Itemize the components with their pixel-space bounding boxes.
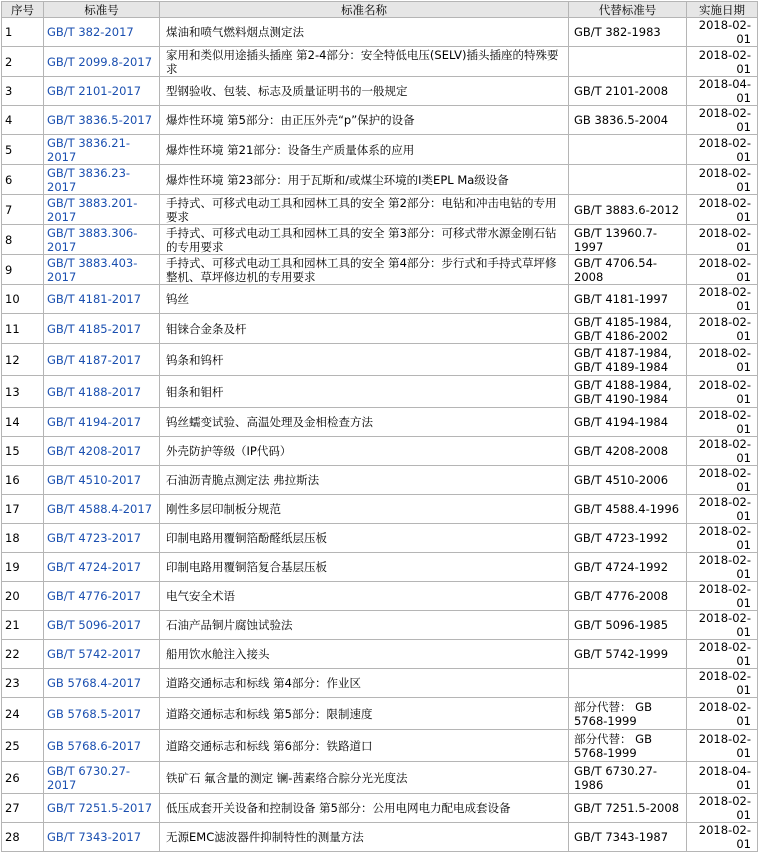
standard-code-cell bbox=[44, 18, 160, 47]
replaced-standard bbox=[569, 669, 687, 698]
replaced-standard: GB/T 4208-2008 bbox=[569, 437, 687, 466]
effective-date: 2018-02-01 bbox=[687, 495, 758, 524]
row-num: 5 bbox=[2, 135, 44, 165]
effective-date: 2018-02-01 bbox=[687, 344, 758, 376]
table-row bbox=[2, 106, 758, 135]
effective-date: 2018-02-01 bbox=[687, 47, 758, 77]
replaced-standard: GB/T 4185-1984, GB/T 4186-2002 bbox=[569, 314, 687, 344]
standard-code-link[interactable]: GB/T 4588.4-2017 bbox=[47, 502, 153, 516]
effective-date: 2018-02-01 bbox=[687, 437, 758, 466]
effective-date: 2018-02-01 bbox=[687, 698, 758, 730]
standard-code-cell bbox=[44, 698, 160, 730]
standard-code-cell bbox=[44, 47, 160, 77]
standard-name: 道路交通标志和标线 第4部分：作业区 bbox=[160, 669, 569, 698]
table-row bbox=[2, 823, 758, 852]
standard-code-cell bbox=[44, 437, 160, 466]
row-num: 26 bbox=[2, 762, 44, 794]
replaced-standard: GB/T 3883.6-2012 bbox=[569, 195, 687, 225]
standard-name: 钼条和钼杆 bbox=[160, 376, 569, 408]
row-num: 10 bbox=[2, 285, 44, 314]
row-num: 17 bbox=[2, 495, 44, 524]
replaced-standard: GB/T 7251.5-2008 bbox=[569, 794, 687, 823]
standard-name: 手持式、可移式电动工具和园林工具的安全 第2部分：电钻和冲击电钻的专用要求 bbox=[160, 195, 569, 225]
standard-code-link[interactable]: GB/T 3883.306-2017 bbox=[47, 225, 138, 254]
header-date: 实施日期 bbox=[687, 2, 758, 18]
effective-date: 2018-02-01 bbox=[687, 314, 758, 344]
effective-date: 2018-02-01 bbox=[687, 135, 758, 165]
standard-code-link[interactable]: GB 5768.6-2017 bbox=[47, 738, 142, 753]
standard-code-link[interactable]: GB 5768.5-2017 bbox=[47, 706, 142, 721]
standard-name: 道路交通标志和标线 第6部分：铁路道口 bbox=[160, 730, 569, 762]
standard-name: 石油产品铜片腐蚀试验法 bbox=[160, 611, 569, 640]
standard-code-link[interactable]: GB/T 3836.23-2017 bbox=[47, 165, 131, 194]
standard-code-link[interactable]: GB/T 3883.403-2017 bbox=[47, 255, 138, 284]
row-num: 13 bbox=[2, 376, 44, 408]
table-row bbox=[2, 255, 758, 285]
standard-name: 刚性多层印制板分规范 bbox=[160, 495, 569, 524]
effective-date: 2018-02-01 bbox=[687, 285, 758, 314]
standard-name: 印制电路用覆铜箔复合基层压板 bbox=[160, 553, 569, 582]
row-num: 27 bbox=[2, 794, 44, 823]
replaced-standard: GB/T 4706.54-2008 bbox=[569, 255, 687, 285]
header-replaced: 代替标准号 bbox=[569, 2, 687, 18]
standard-code-cell bbox=[44, 376, 160, 408]
row-num: 15 bbox=[2, 437, 44, 466]
table-row bbox=[2, 18, 758, 47]
replaced-standard: GB/T 4723-1992 bbox=[569, 524, 687, 553]
table-row bbox=[2, 376, 758, 408]
standard-code-link[interactable]: GB/T 7343-2017 bbox=[47, 830, 142, 844]
table-row bbox=[2, 165, 758, 195]
standard-code-link[interactable]: GB/T 4185-2017 bbox=[47, 321, 142, 336]
table-row bbox=[2, 408, 758, 437]
replaced-standard: GB/T 7343-1987 bbox=[569, 823, 687, 852]
header-code: 标准号 bbox=[44, 2, 160, 18]
effective-date: 2018-02-01 bbox=[687, 669, 758, 698]
standard-name: 钨条和钨杆 bbox=[160, 344, 569, 376]
standard-code-cell bbox=[44, 730, 160, 762]
standard-name: 爆炸性环境 第23部分：用于瓦斯和/或煤尘环境的I类EPL Ma级设备 bbox=[160, 165, 569, 195]
replaced-standard: 部分代替： GB 5768-1999 bbox=[569, 698, 687, 730]
row-num: 1 bbox=[2, 18, 44, 47]
table-row bbox=[2, 730, 758, 762]
standard-name: 钼铼合金条及杆 bbox=[160, 314, 569, 344]
effective-date: 2018-02-01 bbox=[687, 18, 758, 47]
row-num: 8 bbox=[2, 225, 44, 255]
standard-name: 无源EMC滤波器件抑制特性的测量方法 bbox=[160, 823, 569, 852]
standard-name: 外壳防护等级（IP代码） bbox=[160, 437, 569, 466]
table-row bbox=[2, 225, 758, 255]
effective-date: 2018-02-01 bbox=[687, 553, 758, 582]
standard-code-cell bbox=[44, 408, 160, 437]
replaced-standard: GB/T 5096-1985 bbox=[569, 611, 687, 640]
standard-code-cell bbox=[44, 135, 160, 165]
standards-table bbox=[1, 1, 758, 852]
row-num: 9 bbox=[2, 255, 44, 285]
replaced-standard: GB/T 5742-1999 bbox=[569, 640, 687, 669]
standard-code-cell bbox=[44, 553, 160, 582]
row-num: 14 bbox=[2, 408, 44, 437]
standard-code-cell bbox=[44, 195, 160, 225]
table-row bbox=[2, 314, 758, 344]
standard-name: 石油沥青脆点测定法 弗拉斯法 bbox=[160, 466, 569, 495]
replaced-standard: GB/T 4776-2008 bbox=[569, 582, 687, 611]
replaced-standard: GB/T 6730.27-1986 bbox=[569, 762, 687, 794]
replaced-standard: GB/T 13960.7-1997 bbox=[569, 225, 687, 255]
replaced-standard: 部分代替： GB 5768-1999 bbox=[569, 730, 687, 762]
row-num: 16 bbox=[2, 466, 44, 495]
table-row bbox=[2, 195, 758, 225]
standard-code-link[interactable]: GB/T 4208-2017 bbox=[47, 444, 142, 458]
standard-code-cell bbox=[44, 466, 160, 495]
standard-code-link[interactable]: GB/T 4187-2017 bbox=[47, 352, 142, 367]
effective-date: 2018-02-01 bbox=[687, 730, 758, 762]
replaced-standard: GB/T 2101-2008 bbox=[569, 77, 687, 106]
replaced-standard: GB/T 4194-1984 bbox=[569, 408, 687, 437]
standard-code-link[interactable]: GB/T 6730.27-2017 bbox=[47, 763, 131, 792]
header-name: 标准名称 bbox=[160, 2, 569, 18]
effective-date: 2018-02-01 bbox=[687, 376, 758, 408]
replaced-standard bbox=[569, 165, 687, 195]
row-num: 19 bbox=[2, 553, 44, 582]
standard-name: 钨丝 bbox=[160, 285, 569, 314]
standard-name: 型钢验收、包装、标志及质量证明书的一般规定 bbox=[160, 77, 569, 106]
table-row bbox=[2, 582, 758, 611]
standard-code-link[interactable]: GB 5768.4-2017 bbox=[47, 676, 142, 690]
standard-code-cell bbox=[44, 225, 160, 255]
effective-date: 2018-02-01 bbox=[687, 165, 758, 195]
replaced-standard: GB/T 4187-1984, GB/T 4189-1984 bbox=[569, 344, 687, 376]
replaced-standard: GB/T 4181-1997 bbox=[569, 285, 687, 314]
effective-date: 2018-02-01 bbox=[687, 823, 758, 852]
table-row bbox=[2, 495, 758, 524]
table-row bbox=[2, 553, 758, 582]
standard-code-cell bbox=[44, 640, 160, 669]
standard-name: 手持式、可移式电动工具和园林工具的安全 第3部分：可移式带水源金刚石钻的专用要求 bbox=[160, 225, 569, 255]
table-row bbox=[2, 344, 758, 376]
row-num: 23 bbox=[2, 669, 44, 698]
effective-date: 2018-02-01 bbox=[687, 524, 758, 553]
replaced-standard: GB 3836.5-2004 bbox=[569, 106, 687, 135]
table-row bbox=[2, 640, 758, 669]
row-num: 11 bbox=[2, 314, 44, 344]
standard-code-link[interactable]: GB/T 4194-2017 bbox=[47, 415, 142, 429]
effective-date: 2018-02-01 bbox=[687, 195, 758, 225]
standard-code-link[interactable]: GB/T 3883.201-2017 bbox=[47, 195, 138, 224]
standard-code-link[interactable]: GB/T 4724-2017 bbox=[47, 560, 142, 574]
standard-code-cell bbox=[44, 762, 160, 794]
standard-code-link[interactable]: GB/T 382-2017 bbox=[47, 25, 134, 39]
table-row bbox=[2, 524, 758, 553]
standard-code-link[interactable]: GB/T 4776-2017 bbox=[47, 589, 142, 603]
row-num: 6 bbox=[2, 165, 44, 195]
header-row bbox=[2, 2, 758, 18]
standard-name: 手持式、可移式电动工具和园林工具的安全 第4部分：步行式和手持式草坪修整机、草坪修边机的专用要求 bbox=[160, 255, 569, 285]
table-row bbox=[2, 762, 758, 794]
standard-name: 电气安全术语 bbox=[160, 582, 569, 611]
row-num: 22 bbox=[2, 640, 44, 669]
standard-name: 铁矿石 氟含量的测定 镧-茜素络合腙分光光度法 bbox=[160, 762, 569, 794]
standard-code-cell bbox=[44, 255, 160, 285]
row-num: 20 bbox=[2, 582, 44, 611]
standard-code-link[interactable]: GB/T 4510-2017 bbox=[47, 473, 142, 487]
standard-code-link[interactable]: GB/T 7251.5-2017 bbox=[47, 801, 153, 815]
standard-code-cell bbox=[44, 314, 160, 344]
effective-date: 2018-02-01 bbox=[687, 106, 758, 135]
standard-name: 家用和类似用途插头插座 第2-4部分：安全特低电压(SELV)插头插座的特殊要求 bbox=[160, 47, 569, 77]
standard-code-cell bbox=[44, 794, 160, 823]
standard-code-link[interactable]: GB/T 4181-2017 bbox=[47, 292, 142, 306]
effective-date: 2018-04-01 bbox=[687, 762, 758, 794]
effective-date: 2018-02-01 bbox=[687, 611, 758, 640]
replaced-standard: GB/T 4510-2006 bbox=[569, 466, 687, 495]
standard-name: 爆炸性环境 第5部分：由正压外壳“p”保护的设备 bbox=[160, 106, 569, 135]
replaced-standard bbox=[569, 47, 687, 77]
standard-code-link[interactable]: GB/T 4188-2017 bbox=[47, 384, 142, 399]
row-num: 4 bbox=[2, 106, 44, 135]
row-num: 7 bbox=[2, 195, 44, 225]
table-row bbox=[2, 77, 758, 106]
table-row bbox=[2, 698, 758, 730]
effective-date: 2018-02-01 bbox=[687, 225, 758, 255]
table-body bbox=[2, 18, 758, 852]
standard-code-cell bbox=[44, 524, 160, 553]
replaced-standard: GB/T 4724-1992 bbox=[569, 553, 687, 582]
standard-code-link[interactable]: GB/T 3836.21-2017 bbox=[47, 135, 131, 164]
standard-code-cell bbox=[44, 582, 160, 611]
effective-date: 2018-02-01 bbox=[687, 640, 758, 669]
standard-name: 低压成套开关设备和控制设备 第5部分：公用电网电力配电成套设备 bbox=[160, 794, 569, 823]
standard-code-link[interactable]: GB/T 5742-2017 bbox=[47, 647, 142, 661]
standard-code-cell bbox=[44, 165, 160, 195]
standard-code-cell bbox=[44, 669, 160, 698]
row-num: 24 bbox=[2, 698, 44, 730]
standard-code-link[interactable]: GB/T 2101-2017 bbox=[47, 84, 142, 98]
effective-date: 2018-02-01 bbox=[687, 794, 758, 823]
standard-name: 船用饮水舱注入接头 bbox=[160, 640, 569, 669]
standard-code-cell bbox=[44, 77, 160, 106]
standard-name: 钨丝蠕变试验、高温处理及金相检查方法 bbox=[160, 408, 569, 437]
effective-date: 2018-02-01 bbox=[687, 466, 758, 495]
replaced-standard: GB/T 4188-1984, GB/T 4190-1984 bbox=[569, 376, 687, 408]
row-num: 21 bbox=[2, 611, 44, 640]
row-num: 28 bbox=[2, 823, 44, 852]
standard-code-link[interactable]: GB/T 5096-2017 bbox=[47, 618, 142, 632]
row-num: 25 bbox=[2, 730, 44, 762]
row-num: 2 bbox=[2, 47, 44, 77]
standard-code-cell bbox=[44, 106, 160, 135]
effective-date: 2018-02-01 bbox=[687, 582, 758, 611]
table-row bbox=[2, 47, 758, 77]
standard-code-link[interactable]: GB/T 2099.8-2017 bbox=[47, 54, 153, 69]
replaced-standard bbox=[569, 135, 687, 165]
table-row bbox=[2, 466, 758, 495]
row-num: 18 bbox=[2, 524, 44, 553]
standard-code-link[interactable]: GB/T 3836.5-2017 bbox=[47, 113, 153, 127]
table-row bbox=[2, 135, 758, 165]
table-row bbox=[2, 285, 758, 314]
row-num: 3 bbox=[2, 77, 44, 106]
replaced-standard: GB/T 4588.4-1996 bbox=[569, 495, 687, 524]
table-row bbox=[2, 669, 758, 698]
effective-date: 2018-02-01 bbox=[687, 408, 758, 437]
header-num: 序号 bbox=[2, 2, 44, 18]
standard-name: 爆炸性环境 第21部分：设备生产质量体系的应用 bbox=[160, 135, 569, 165]
standard-code-cell bbox=[44, 285, 160, 314]
replaced-standard: GB/T 382-1983 bbox=[569, 18, 687, 47]
table-row bbox=[2, 611, 758, 640]
standard-code-cell bbox=[44, 344, 160, 376]
standard-name: 道路交通标志和标线 第5部分：限制速度 bbox=[160, 698, 569, 730]
effective-date: 2018-04-01 bbox=[687, 77, 758, 106]
standard-code-cell bbox=[44, 823, 160, 852]
standard-name: 煤油和喷气燃料烟点测定法 bbox=[160, 18, 569, 47]
standard-code-cell bbox=[44, 495, 160, 524]
row-num: 12 bbox=[2, 344, 44, 376]
standard-code-cell bbox=[44, 611, 160, 640]
standard-name: 印制电路用覆铜箔酚醛纸层压板 bbox=[160, 524, 569, 553]
effective-date: 2018-02-01 bbox=[687, 255, 758, 285]
standard-code-link[interactable]: GB/T 4723-2017 bbox=[47, 531, 142, 545]
table-row bbox=[2, 437, 758, 466]
table-row bbox=[2, 794, 758, 823]
